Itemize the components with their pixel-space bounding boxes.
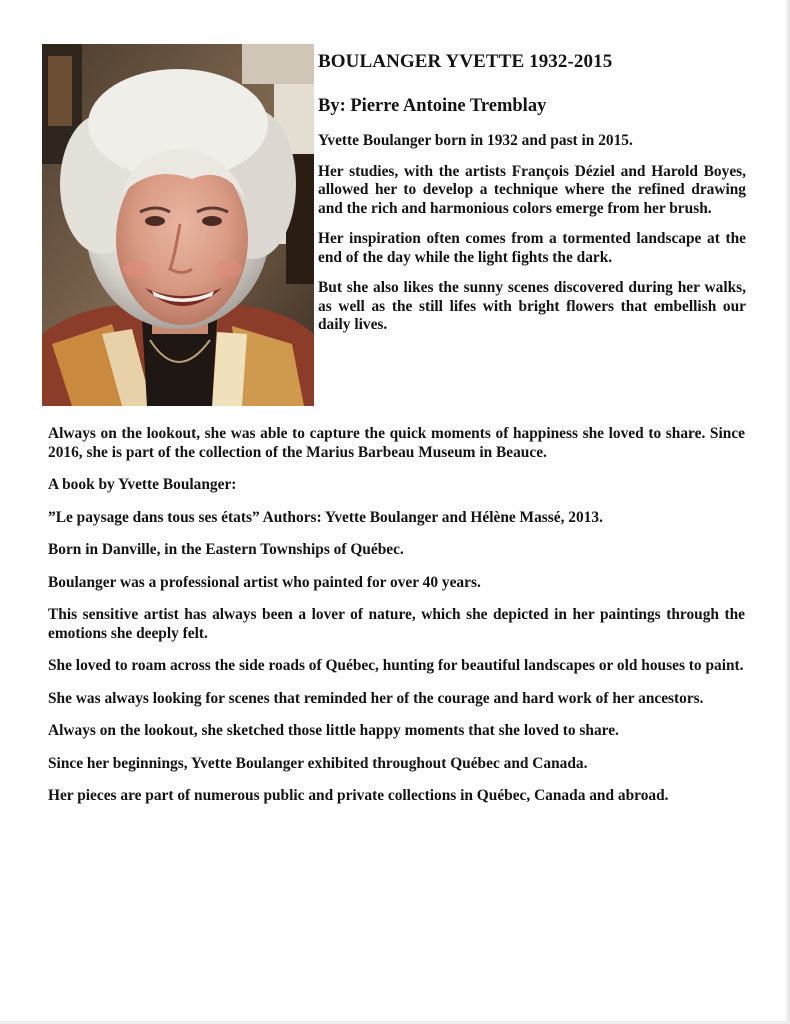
- intro-paragraph: Her inspiration often comes from a tormented landscape at the end of the day while the light fights the dark.: [318, 230, 746, 266]
- body-paragraph: ”Le paysage dans tous ses états” Authors: Yvette Boulanger and Hélène Massé, 2013.: [48, 508, 603, 526]
- body-paragraph: Always on the lookout, she sketched those little happy moments that she loved to share.: [48, 722, 619, 739]
- intro-paragraph: But she also likes the sunny scenes discovered during her walks, as well as the still lifes with bright flowers that embellish our daily lives.: [318, 279, 746, 333]
- portrait-photo: [42, 44, 314, 406]
- intro-paragraph: Her studies, with the artists François Déziel and Harold Boyes, allowed her to develop a technique where the refined drawing and the rich and harmonious colors emerge from her brush.: [318, 162, 746, 217]
- article-byline: By: Pierre Antoine Tremblay: [318, 96, 547, 116]
- body-column: [48, 425, 745, 806]
- body-paragraph: Her pieces are part of numerous public and private collections in Québec, Canada and abroad.: [48, 787, 669, 804]
- intro-paragraph: Yvette Boulanger born in 1932 and past in 2015.: [318, 132, 633, 149]
- body-paragraph: She loved to roam across the side roads of Québec, hunting for beautiful landscapes or old houses to paint.: [48, 657, 744, 674]
- scan-edge: [786, 0, 790, 1024]
- body-paragraph: This sensitive artist has always been a lover of nature, which she depicted in her paintings through the emotions she deeply felt.: [48, 606, 745, 642]
- body-paragraph: She was always looking for scenes that reminded her of the courage and hard work of her ancestors.: [48, 689, 704, 707]
- body-paragraph: A book by Yvette Boulanger:: [48, 476, 237, 493]
- header-column: [318, 44, 746, 335]
- article-title: BOULANGER YVETTE 1932-2015: [318, 51, 613, 72]
- body-paragraph: Boulanger was a professional artist who painted for over 40 years.: [48, 573, 481, 591]
- body-paragraph: Born in Danville, in the Eastern Townships of Québec.: [48, 541, 404, 558]
- body-paragraph: Always on the lookout, she was able to capture the quick moments of happiness she loved to share. Since 2016, she is part of the collection of the Marius Barbeau Museum in Beauce.: [48, 425, 745, 461]
- body-paragraph: Since her beginnings, Yvette Boulanger exhibited throughout Québec and Canada.: [48, 754, 588, 772]
